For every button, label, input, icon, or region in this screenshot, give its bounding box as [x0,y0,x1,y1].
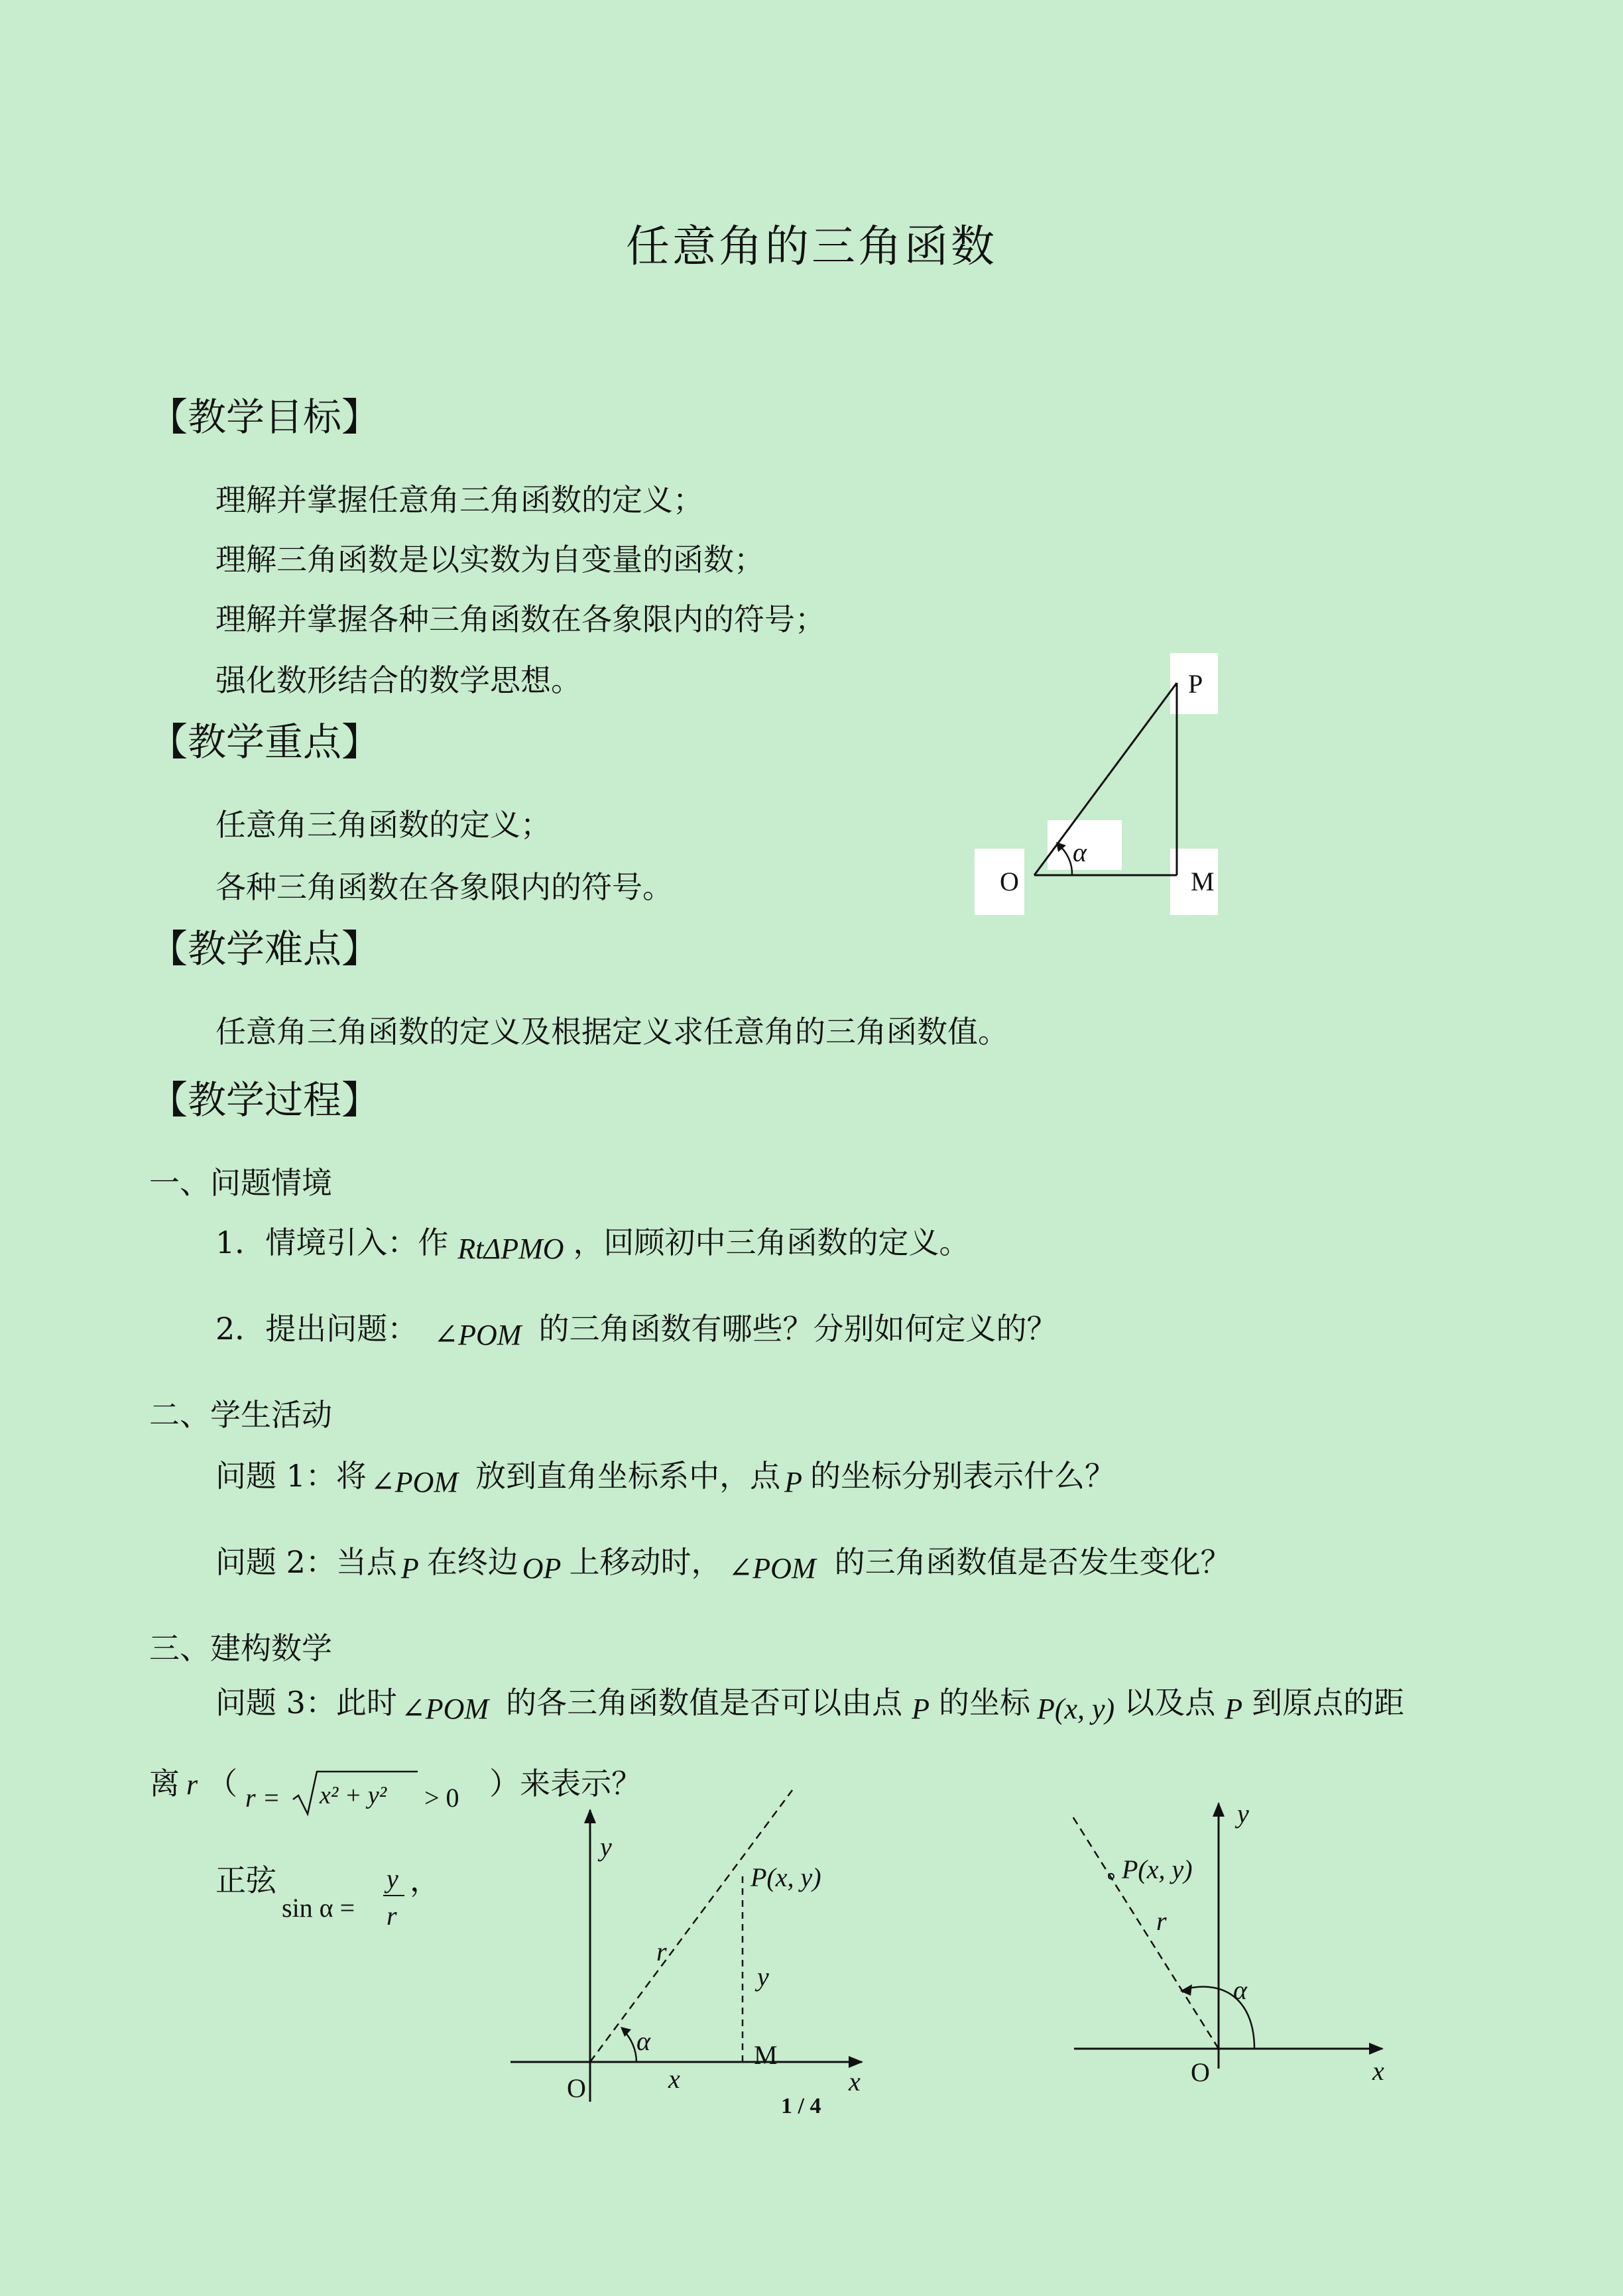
objective-item: 理解三角函数是以实数为自变量的函数； [215,542,764,577]
objective-item: 理解并掌握任意角三角函数的定义； [215,482,703,518]
objective-item: 强化数形结合的数学思想。 [215,662,581,698]
p3-math-p2: P [1225,1693,1243,1725]
p3-text-b: 的各三角函数值是否可以由点 [506,1685,903,1721]
q1-label-p: P(x, y) [751,1862,821,1892]
sine-denominator: r [387,1901,397,1931]
sine-label: 正弦 [215,1862,276,1898]
p2-text-c: 上移动时， [569,1544,722,1580]
q1-post: ，回顾初中三角函数的定义。 [573,1225,970,1260]
p3-math-p: P [912,1693,930,1725]
q2-label-x-axis: x [1372,2056,1384,2086]
terminal-side [590,1790,792,2062]
coordinate-figure-q1 [511,1790,882,2108]
p2-math-angle: ∠POM [728,1552,816,1585]
q2-post: 的三角函数有哪些？分别如何定义的？ [538,1311,1057,1347]
triangle-label-o: O [1000,867,1019,896]
objective-item: 理解并掌握各种三角函数在各象限内的符号； [215,601,825,637]
y-axis-arrow-icon [584,1809,596,1823]
p1-text-b: 放到直角坐标系中，点 [475,1458,781,1494]
p1-text-a: 问题 1：将 [215,1458,367,1494]
q1-math: RtΔPMO [457,1233,564,1265]
p3b-text-a: 离 [149,1766,180,1801]
part2-heading: 二、学生活动 [149,1397,332,1433]
triangle-label-alpha: α [1073,837,1087,867]
coordinate-figure-q2 [1067,1790,1412,2095]
q1-label-y-seg: y [757,1962,769,1992]
problem-1 [215,1452,1115,1496]
page-number: 1 / 4 [781,2094,821,2118]
q2-label-r: r [1156,1906,1167,1936]
q2-label-y-axis: y [1237,1799,1249,1829]
p3-text-d: 以及点 [1124,1685,1216,1721]
sine-lhs: sin α = [282,1893,355,1923]
p2-text-d: 的三角函数值是否发生变化？ [834,1544,1231,1580]
difficulty-item: 任意角三角函数的定义及根据定义求任意角的三角函数值。 [215,1014,1008,1050]
r-formula-rhs: > 0 [424,1783,459,1813]
p2-text-b: 在终边 [426,1544,518,1580]
q2-math: ∠POM [434,1319,522,1351]
p3b-open-paren: （ [207,1766,238,1801]
keypoint-item: 各种三角函数在各象限内的符号。 [215,869,673,905]
page-title: 任意角的三角函数 [626,221,997,272]
part3-heading: 三、建构数学 [149,1630,332,1666]
p2-math-p: P [400,1552,419,1585]
q2-label-alpha: α [1233,1975,1247,2005]
arc-arrowhead [621,2027,631,2037]
q1-label-x-axis: x [849,2067,861,2096]
sine-comma: ， [410,1862,440,1898]
q2-pre: 2．提出问题： [215,1311,418,1347]
triangle-label-p: P [1188,669,1203,699]
q1-label-y-axis: y [600,1832,612,1862]
objectives-heading: 【教学目标】 [149,394,381,440]
p1-text-c: 的坐标分别表示什么？ [810,1458,1115,1494]
q1-label-x-seg: x [668,2064,680,2094]
p3-text-c: 的坐标 [938,1685,1030,1721]
q1-label-alpha: α [636,2026,650,2056]
q1-label-o: O [567,2073,586,2103]
terminal-side [1073,1817,1219,2049]
q2-label-p: P(x, y) [1122,1854,1193,1884]
r-formula-lhs: r = [245,1783,280,1813]
q1-label-m: M [754,2040,778,2070]
x-axis-arrow-icon [1369,2043,1384,2055]
p3b-math-r: r [186,1768,198,1801]
question-2 [215,1305,1057,1349]
p3-math-angle: ∠POM [400,1693,489,1725]
p2-math-op: OP [522,1552,562,1585]
p3-text-e: 到原点的距 [1252,1685,1405,1721]
p1-math-p: P [784,1466,802,1498]
problem-3 [215,1679,1405,1725]
sine-numerator: y [387,1864,398,1894]
p3b-text-c: ）来表示？ [489,1766,642,1801]
difficulties-heading: 【教学难点】 [149,926,381,971]
q2-label-o: O [1191,2057,1210,2087]
keypoint-item: 任意角三角函数的定义； [215,807,551,843]
q1-label-r: r [656,1937,667,1966]
p1-math-angle: ∠POM [370,1466,459,1498]
process-heading: 【教学过程】 [149,1077,381,1122]
triangle-label-m: M [1191,867,1215,896]
problem-2 [215,1538,1231,1585]
p3-text-a: 问题 3：此时 [215,1685,397,1721]
keypoints-heading: 【教学重点】 [149,719,381,764]
question-1 [215,1219,970,1265]
part1-heading: 一、问题情境 [149,1165,332,1201]
p3-math-pxy: P(x, y) [1036,1693,1115,1725]
q1-pre: 1．情境引入：作 [215,1225,449,1260]
p2-text-a: 问题 2：当点 [215,1544,397,1580]
radicand: x² + y² [320,1782,387,1809]
fraction-bar [383,1895,404,1896]
y-axis-arrow-icon [1213,1802,1225,1817]
